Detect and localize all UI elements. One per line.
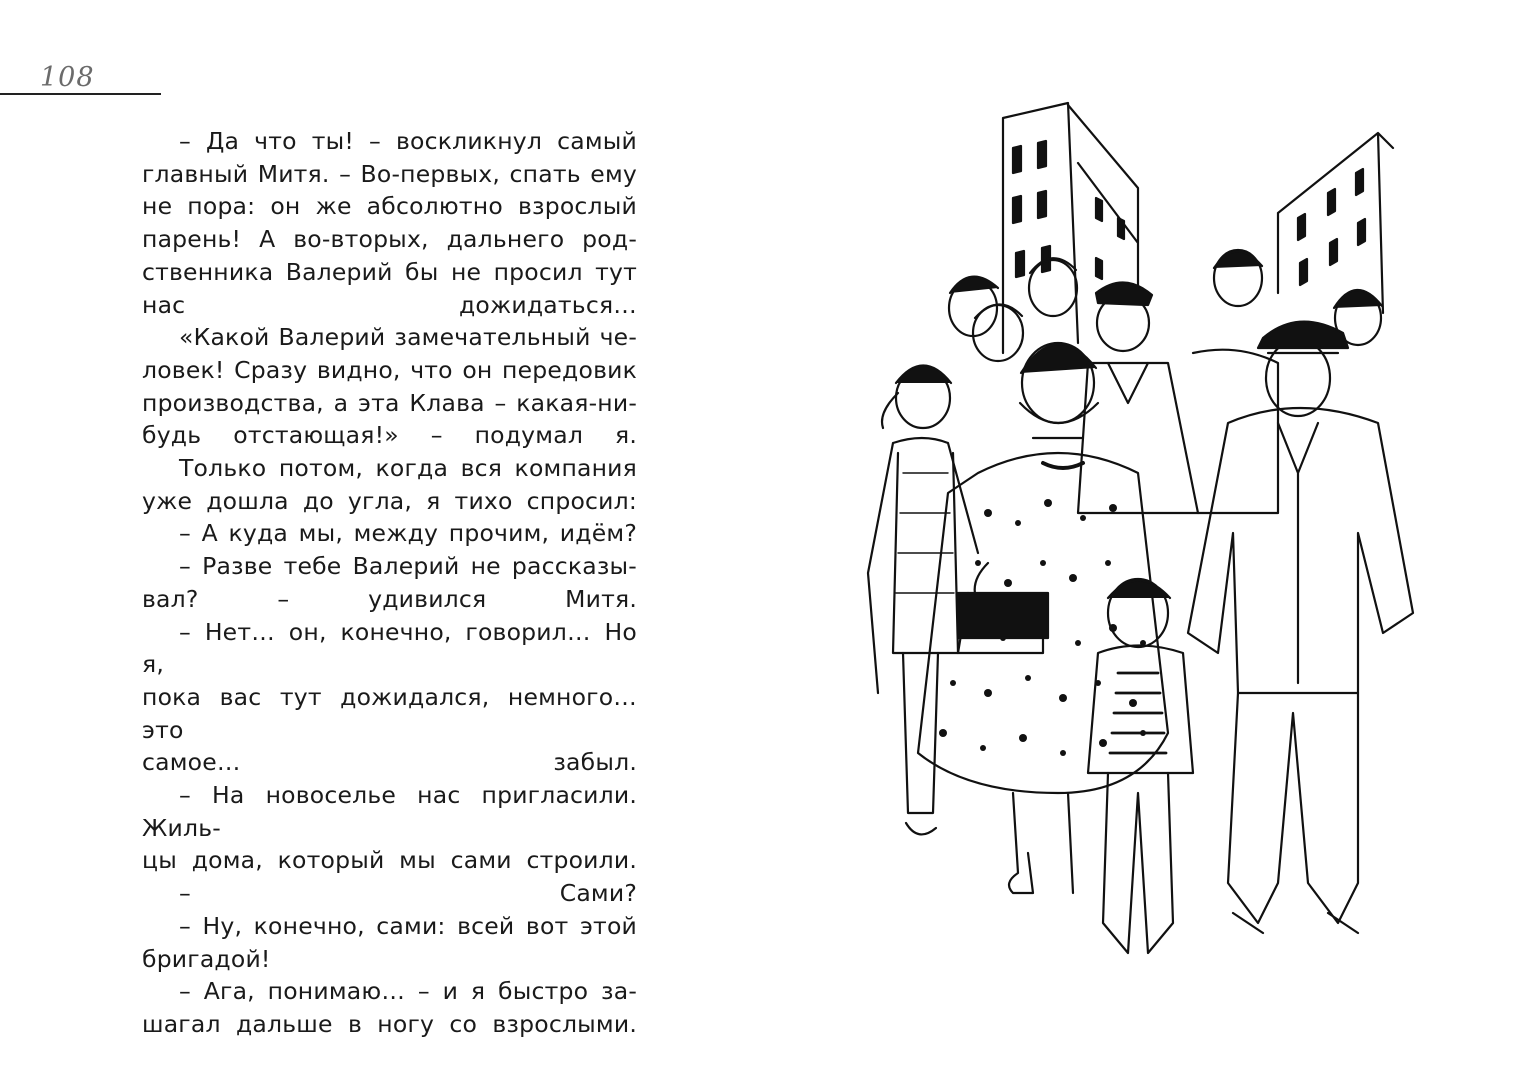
paragraph bbox=[142, 550, 637, 615]
paragraph bbox=[142, 877, 637, 910]
page-number: 108 bbox=[40, 62, 95, 93]
woman-figure bbox=[918, 343, 1168, 893]
text-line: – Нет… он, конечно, говорил… Но я, bbox=[142, 617, 637, 679]
paragraph bbox=[142, 321, 637, 452]
text-line: бригадой! bbox=[142, 944, 271, 973]
paragraph bbox=[142, 910, 637, 975]
text-line: – Да что ты! – воскликнул самый bbox=[179, 127, 637, 155]
man-in-cap-figure bbox=[1188, 322, 1413, 933]
text-line: – Ну, конечно, сами: всей вот этой bbox=[179, 911, 637, 940]
text-line: ственника Валерий бы не просил тут bbox=[142, 257, 637, 286]
text-line: – А куда мы, между прочим, идём? bbox=[179, 519, 637, 548]
text-column bbox=[142, 125, 637, 1041]
middle-man-figure bbox=[1078, 350, 1278, 513]
text-line: ловек! Сразу видно, что он передовик bbox=[142, 355, 637, 384]
text-line: вал? – удивился Митя. bbox=[142, 584, 637, 613]
text-line: нас дожидаться… bbox=[142, 290, 637, 319]
boy-figure bbox=[1088, 579, 1193, 953]
text-line: будь отстающая!» – подумал я. bbox=[142, 421, 637, 450]
paragraph bbox=[142, 779, 637, 877]
text-line: не пора: он же абсолютно взрослый bbox=[142, 192, 637, 221]
paragraph bbox=[142, 517, 637, 550]
illustration bbox=[838, 93, 1446, 986]
header-rule bbox=[0, 93, 161, 95]
text-line: – Разве тебе Валерий не рассказы- bbox=[179, 552, 637, 581]
text-line: – Ага, понимаю… – и я быстро за- bbox=[179, 977, 637, 1006]
text-line: шагал дальше в ногу со взрослыми. bbox=[142, 1009, 637, 1038]
text-line: Только потом, когда вся компания bbox=[179, 454, 637, 483]
paragraph bbox=[142, 975, 637, 1040]
paragraph bbox=[142, 616, 637, 780]
text-line: самое… забыл. bbox=[142, 748, 637, 777]
text-line: парень! А во-вторых, дальнего род- bbox=[142, 225, 637, 254]
paragraph bbox=[142, 452, 637, 517]
text-line: – На новоселье нас пригласили. Жиль- bbox=[142, 781, 637, 842]
text-line: «Какой Валерий замечательный че- bbox=[179, 323, 637, 352]
text-line: главный Митя. – Во-первых, спать ему bbox=[142, 159, 637, 188]
text-line: пока вас тут дожидался, немного… это bbox=[142, 682, 637, 744]
text-line: – Сами? bbox=[179, 879, 637, 908]
text-line: цы дома, который мы сами строили. bbox=[142, 846, 637, 875]
text-line: уже дошла до угла, я тихо спросил: bbox=[142, 486, 637, 515]
paragraph bbox=[142, 125, 637, 321]
text-line: производства, а эта Клава – какая-ни- bbox=[142, 388, 637, 417]
